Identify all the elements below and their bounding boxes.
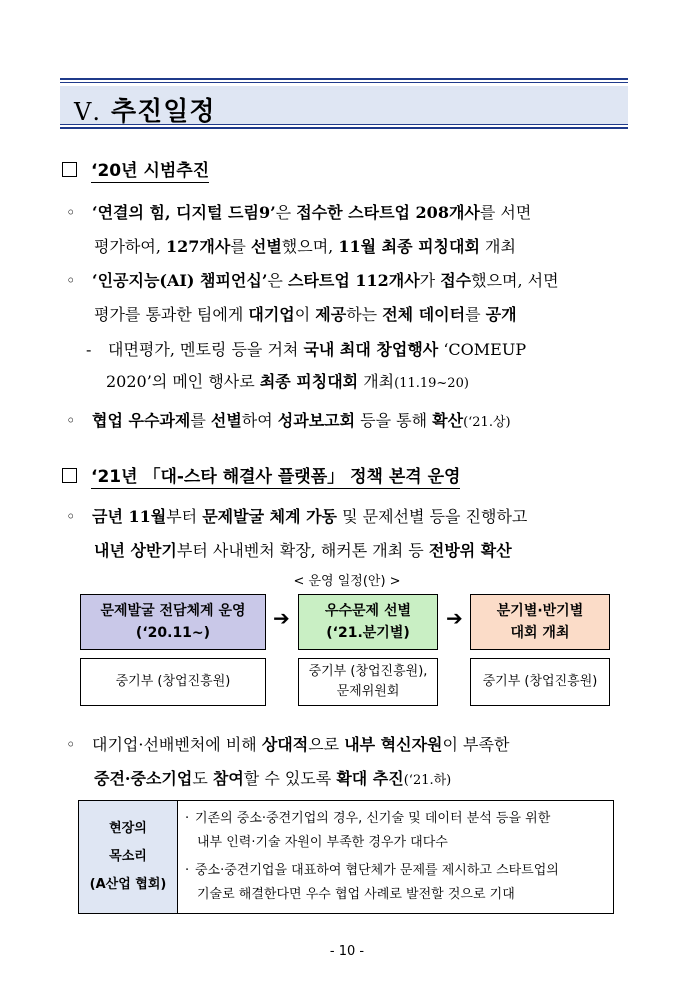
section-heading-2021: ‘21년 「대-스타 해결사 플랫폼」 정책 본격 운영 xyxy=(62,462,460,487)
list-item: ◦ ‘인공지능(AI) 챔피언십’은 스타트업 112개사가 접수했으며, 서면 평가를 통과한 팀에게 대기업이 제공하는 전체 데이터를 공개 xyxy=(66,271,559,324)
section-title-banner xyxy=(60,78,628,132)
arrow-right-icon: ➔ xyxy=(273,606,290,630)
schedule-stage-3: 분기별·반기별 대회 개최 xyxy=(470,594,610,650)
sub-list-item: - 대면평가, 멘토링 등을 거쳐 국내 최대 창업행사 ‘COMEUP 2020’의 메인 행사로 최종 피칭대회 개최(11.19~20) xyxy=(86,340,527,391)
field-voice-content xyxy=(185,807,605,911)
list-item: ◦ 협업 우수과제를 선별하여 성과보고회 등을 통해 확산(‘21.상) xyxy=(66,411,511,430)
schedule-title: < 운영 일정(안) > xyxy=(293,574,401,589)
page-number: - 10 - xyxy=(329,944,365,959)
list-item: · 기존의 중소·중견기업의 경우, 신기술 및 데이터 분석 등을 위한 내부 인력·기술 자원이 부족한 경우가 대다수 xyxy=(185,811,551,850)
arrow-right-icon: ➔ xyxy=(446,606,463,630)
schedule-org-2: 중기부 (창업진흥원), 문제위원회 xyxy=(298,658,438,706)
schedule-stage-2: 우수문제 선별 (‘21.분기별) xyxy=(298,594,438,650)
checkbox-square-icon xyxy=(62,162,77,177)
page-title: Ⅴ. 추진일정 xyxy=(74,97,216,127)
schedule-org-3: 중기부 (창업진흥원) xyxy=(470,658,610,706)
schedule-stage-1: 문제발굴 전담체계 운영 (‘20.11~) xyxy=(80,594,266,650)
list-item: ◦ 금년 11월부터 문제발굴 체계 가동 및 문제선별 등을 진행하고 내년 상반기부터 사내벤처 확장, 해커톤 개최 등 전방위 확산 xyxy=(66,507,528,560)
list-item: ◦ 대기업·선배벤처에 비해 상대적으로 내부 혁신자원이 부족한 중견·중소기업도 참여할 수 있도록 확대 추진(‘21.하) xyxy=(66,735,510,788)
list-item: ◦ ‘연결의 힘, 디지털 드림9’은 접수한 스타트업 208개사를 서면 평가하여, 127개사를 선별했으며, 11월 최종 피칭대회 개최 xyxy=(66,203,532,256)
field-voice-box xyxy=(78,800,614,914)
schedule-org-1: 중기부 (창업진흥원) xyxy=(80,658,266,706)
list-item: · 중소·중견기업을 대표하여 협단체가 문제를 제시하고 스타트업의 기술로 해결한다면 우수 협업 사례로 발전할 것으로 기대 xyxy=(185,863,559,902)
field-voice-label: 현장의 목소리 (A산업 협회) xyxy=(79,801,178,913)
checkbox-square-icon xyxy=(62,468,77,483)
section-heading-2020: ‘20년 시범추진 xyxy=(62,156,209,181)
